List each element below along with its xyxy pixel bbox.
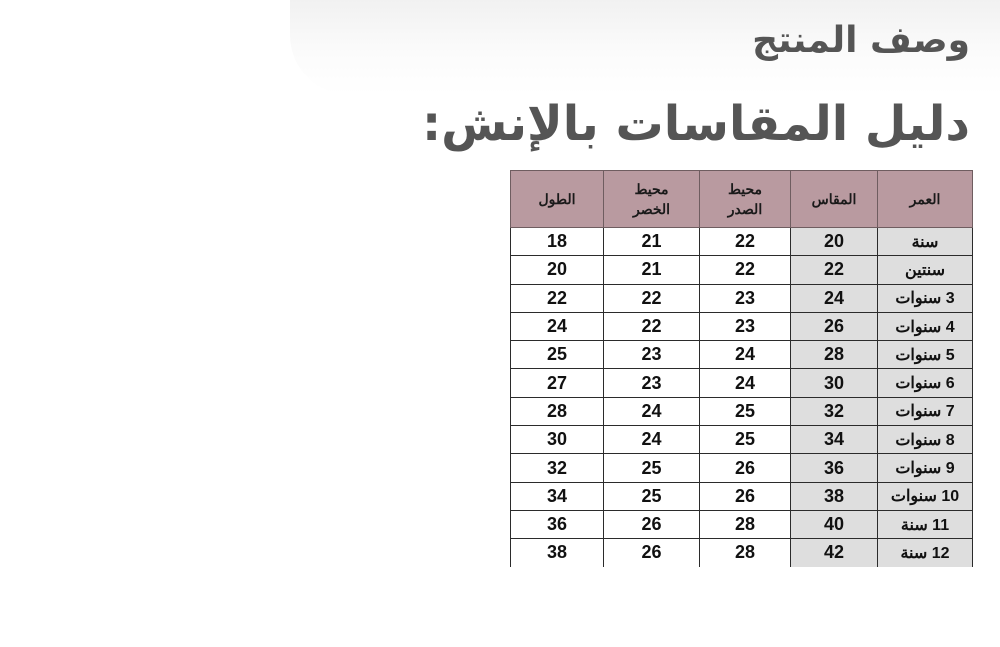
cell-length: 27	[511, 369, 604, 397]
cell-waist: 26	[604, 539, 700, 567]
cell-size: 34	[791, 426, 878, 454]
cell-chest: 28	[700, 539, 791, 567]
table-row	[511, 312, 973, 340]
section-title: وصف المنتج	[752, 20, 970, 61]
cell-waist: 21	[604, 228, 700, 256]
table-header	[511, 171, 973, 228]
cell-age: 7 سنوات	[878, 397, 973, 425]
cell-chest: 28	[700, 510, 791, 538]
cell-age: 4 سنوات	[878, 312, 973, 340]
cell-size: 38	[791, 482, 878, 510]
cell-chest: 25	[700, 397, 791, 425]
table-row	[511, 482, 973, 510]
cell-chest: 25	[700, 426, 791, 454]
cell-length: 32	[511, 454, 604, 482]
cell-age: 10 سنوات	[878, 482, 973, 510]
size-guide-table	[510, 170, 973, 567]
cell-age: 6 سنوات	[878, 369, 973, 397]
cell-age: 12 سنة	[878, 539, 973, 567]
table-row	[511, 454, 973, 482]
cell-waist: 23	[604, 369, 700, 397]
table-body	[511, 228, 973, 567]
cell-length: 22	[511, 284, 604, 312]
cell-size: 28	[791, 341, 878, 369]
cell-length: 36	[511, 510, 604, 538]
cell-waist: 25	[604, 482, 700, 510]
cell-chest: 24	[700, 369, 791, 397]
cell-chest: 26	[700, 454, 791, 482]
cell-waist: 24	[604, 397, 700, 425]
table-row	[511, 510, 973, 538]
cell-length: 24	[511, 312, 604, 340]
cell-chest: 22	[700, 256, 791, 284]
cell-waist: 25	[604, 454, 700, 482]
cell-age: 3 سنوات	[878, 284, 973, 312]
cell-length: 18	[511, 228, 604, 256]
cell-age: 8 سنوات	[878, 426, 973, 454]
cell-size: 30	[791, 369, 878, 397]
cell-length: 30	[511, 426, 604, 454]
cell-length: 38	[511, 539, 604, 567]
cell-size: 40	[791, 510, 878, 538]
cell-age: سنتين	[878, 256, 973, 284]
cell-size: 36	[791, 454, 878, 482]
header-size: المقاس	[791, 171, 878, 228]
table-row	[511, 284, 973, 312]
cell-size: 24	[791, 284, 878, 312]
cell-size: 32	[791, 397, 878, 425]
cell-waist: 22	[604, 312, 700, 340]
cell-length: 34	[511, 482, 604, 510]
table-row	[511, 341, 973, 369]
cell-age: 5 سنوات	[878, 341, 973, 369]
table-row	[511, 397, 973, 425]
header-row	[511, 171, 973, 228]
cell-length: 28	[511, 397, 604, 425]
cell-size: 26	[791, 312, 878, 340]
table-row	[511, 228, 973, 256]
cell-waist: 24	[604, 426, 700, 454]
cell-size: 20	[791, 228, 878, 256]
header-waist: محيط الخصر	[604, 171, 700, 228]
table-row	[511, 426, 973, 454]
header-length: الطول	[511, 171, 604, 228]
cell-chest: 23	[700, 284, 791, 312]
cell-age: 11 سنة	[878, 510, 973, 538]
size-guide-title: دليل المقاسات بالإنش:	[421, 96, 970, 152]
cell-waist: 21	[604, 256, 700, 284]
cell-length: 20	[511, 256, 604, 284]
cell-chest: 26	[700, 482, 791, 510]
cell-length: 25	[511, 341, 604, 369]
header-chest: محيط الصدر	[700, 171, 791, 228]
cell-size: 42	[791, 539, 878, 567]
cell-chest: 23	[700, 312, 791, 340]
table-row	[511, 256, 973, 284]
cell-size: 22	[791, 256, 878, 284]
cell-waist: 26	[604, 510, 700, 538]
table-row	[511, 369, 973, 397]
cell-age: سنة	[878, 228, 973, 256]
cell-chest: 24	[700, 341, 791, 369]
cell-age: 9 سنوات	[878, 454, 973, 482]
header-age: العمر	[878, 171, 973, 228]
table-row	[511, 539, 973, 567]
cell-waist: 22	[604, 284, 700, 312]
cell-waist: 23	[604, 341, 700, 369]
cell-chest: 22	[700, 228, 791, 256]
